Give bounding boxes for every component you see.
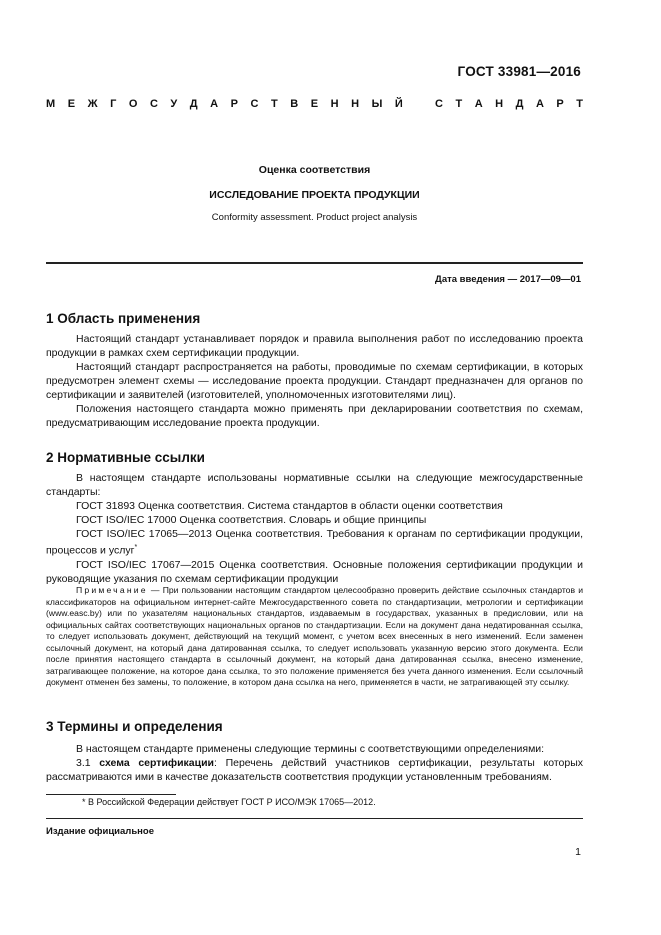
banner-right-word: [435, 98, 583, 110]
banner-letter: А: [474, 98, 483, 110]
document-number: ГОСТ 33981—2016: [457, 64, 581, 79]
section-1-body: [46, 332, 583, 430]
introduction-date: Дата введения — 2017—09—01: [435, 274, 581, 285]
banner-letter: Н: [495, 98, 504, 110]
section-3-heading: 3 Термины и определения: [46, 719, 223, 734]
note-block: [46, 585, 583, 689]
banner-letter: Е: [310, 98, 319, 110]
banner-letter: Д: [189, 98, 198, 110]
note-text: — При пользовании настоящим стандартом целесообразно проверить действие ссылочных стандартов и классификаторов на официальном интернет-сайте Межгосударственного совета по стандартизации, метрологии и сертификации (www.easc.by) или по указателям национальных стандартов, издаваемым в государствах, указанных в предисловии, или на официальных сайтах соответствующих национальных органов по стандартизации. Если на документ дана недатированная ссылка, то следует использовать документ, действующий на текущий момент, с учетом всех внесенных в него изменений. Если заменен ссылочный документ, на который дана датированная ссылка, то следует использовать указанную версию этого документа. Если после принятия настоящего стандарта в ссылочный документ, на который дана датированная ссылка, внесено изменение, затрагивающее положение, на которое дана ссылка, то это положение применяется без учета данного изменения. Если ссылочный документ отменен без замены, то положение, в котором дана ссылка на него, применяется в части, не затрагивающей эту ссылку.: [46, 585, 583, 687]
banner-letter: Г: [110, 98, 117, 110]
banner-letter: С: [149, 98, 158, 110]
section-3-paragraph: В настоящем стандарте применены следующие термины с соответствующими определениями:: [76, 743, 545, 755]
title-divider: [46, 262, 583, 264]
banner-letter: О: [128, 98, 138, 110]
section-1-paragraph: Настоящий стандарт распространяется на работы, проводимые по схемам сертификации, в которых предусмотрен элемент схемы — исследование проекта продукции. Стандарт предназначен для органов по сертификации и заявителей (изготовителей, уполномоченных изготовителями лиц).: [46, 361, 583, 401]
banner-letter: Т: [576, 98, 583, 110]
banner-letter: С: [250, 98, 259, 110]
section-1-paragraph: Настоящий стандарт устанавливает порядок и правила выполнения работ по исследованию проекта продукции в рамках схем сертификации продукции.: [46, 333, 583, 359]
footnote-separator: [46, 794, 176, 795]
footnote-marker: *: [134, 544, 138, 551]
note-label: Примечание: [76, 585, 148, 595]
section-1-paragraph: Положения настоящего стандарта можно применять при декларировании соответствия по схемам, предусматривающим исследование проекта продукции.: [46, 403, 583, 429]
banner-letter: Р: [230, 98, 238, 110]
section-3-body: [46, 742, 583, 784]
reference-text: ГОСТ ISO/IEC 17065—2013 Оценка соответствия. Требования к органам по сертификации продукции, процессов и услуг: [46, 528, 583, 557]
term-name: схема сертификации: [99, 757, 214, 769]
footnote-text: * В Российской Федерации действует ГОСТ Р ИСО/МЭК 17065—2012.: [82, 797, 376, 807]
banner-letter: М: [46, 98, 56, 110]
title-english: Conformity assessment. Product project analysis: [211, 212, 418, 223]
banner-letter: Ы: [371, 98, 383, 110]
reference-item: ГОСТ ISO/IEC 17000 Оценка соответствия. Словарь и общие принципы: [76, 514, 427, 526]
banner-letter: Д: [515, 98, 524, 110]
title-line-1: Оценка соответствия: [258, 164, 371, 176]
banner-letter: Ж: [87, 98, 98, 110]
section-2-heading: 2 Нормативные ссылки: [46, 450, 205, 465]
footnote: [46, 797, 583, 807]
banner-letter: Е: [67, 98, 76, 110]
footer-divider: [46, 818, 583, 819]
banner-letter: В: [290, 98, 299, 110]
section-1-heading: 1 Область применения: [46, 311, 201, 326]
banner-letter: У: [170, 98, 178, 110]
banner-letter: Й: [394, 98, 403, 110]
banner-letter: Н: [351, 98, 360, 110]
interstate-standard-banner: [46, 98, 583, 110]
title-line-2: ИССЛЕДОВАНИЕ ПРОЕКТА ПРОДУКЦИИ: [209, 189, 420, 201]
term-definition-text: : Перечень действий участников сертификации, результаты которых рассматриваются ими в качестве доказательств соответствия продукции установленным требованиям.: [46, 757, 583, 783]
banner-letter: Т: [455, 98, 463, 110]
section-2-body: [46, 471, 583, 586]
banner-letter: Н: [330, 98, 339, 110]
banner-letter: А: [535, 98, 544, 110]
reference-item: ГОСТ 31893 Оценка соответствия. Система стандартов в области оценки соответствия: [76, 500, 503, 512]
banner-letter: Т: [271, 98, 278, 110]
reference-item: ГОСТ ISO/IEC 17067—2015 Оценка соответствия. Основные положения сертификации продукции и руководящие указания по схемам сертификации продукции: [46, 558, 583, 585]
reference-item: [46, 527, 583, 558]
banner-left-word: [46, 98, 403, 110]
official-edition-label: Издание официальное: [46, 826, 154, 837]
section-2-paragraph: В настоящем стандарте использованы нормативные ссылки на следующие межгосударственные стандарты:: [46, 472, 583, 498]
term-number: 3.1: [76, 757, 100, 769]
banner-letter: С: [435, 98, 443, 110]
page-number: 1: [575, 846, 581, 858]
banner-letter: Р: [556, 98, 564, 110]
banner-letter: А: [210, 98, 219, 110]
term-definition: [46, 756, 583, 784]
